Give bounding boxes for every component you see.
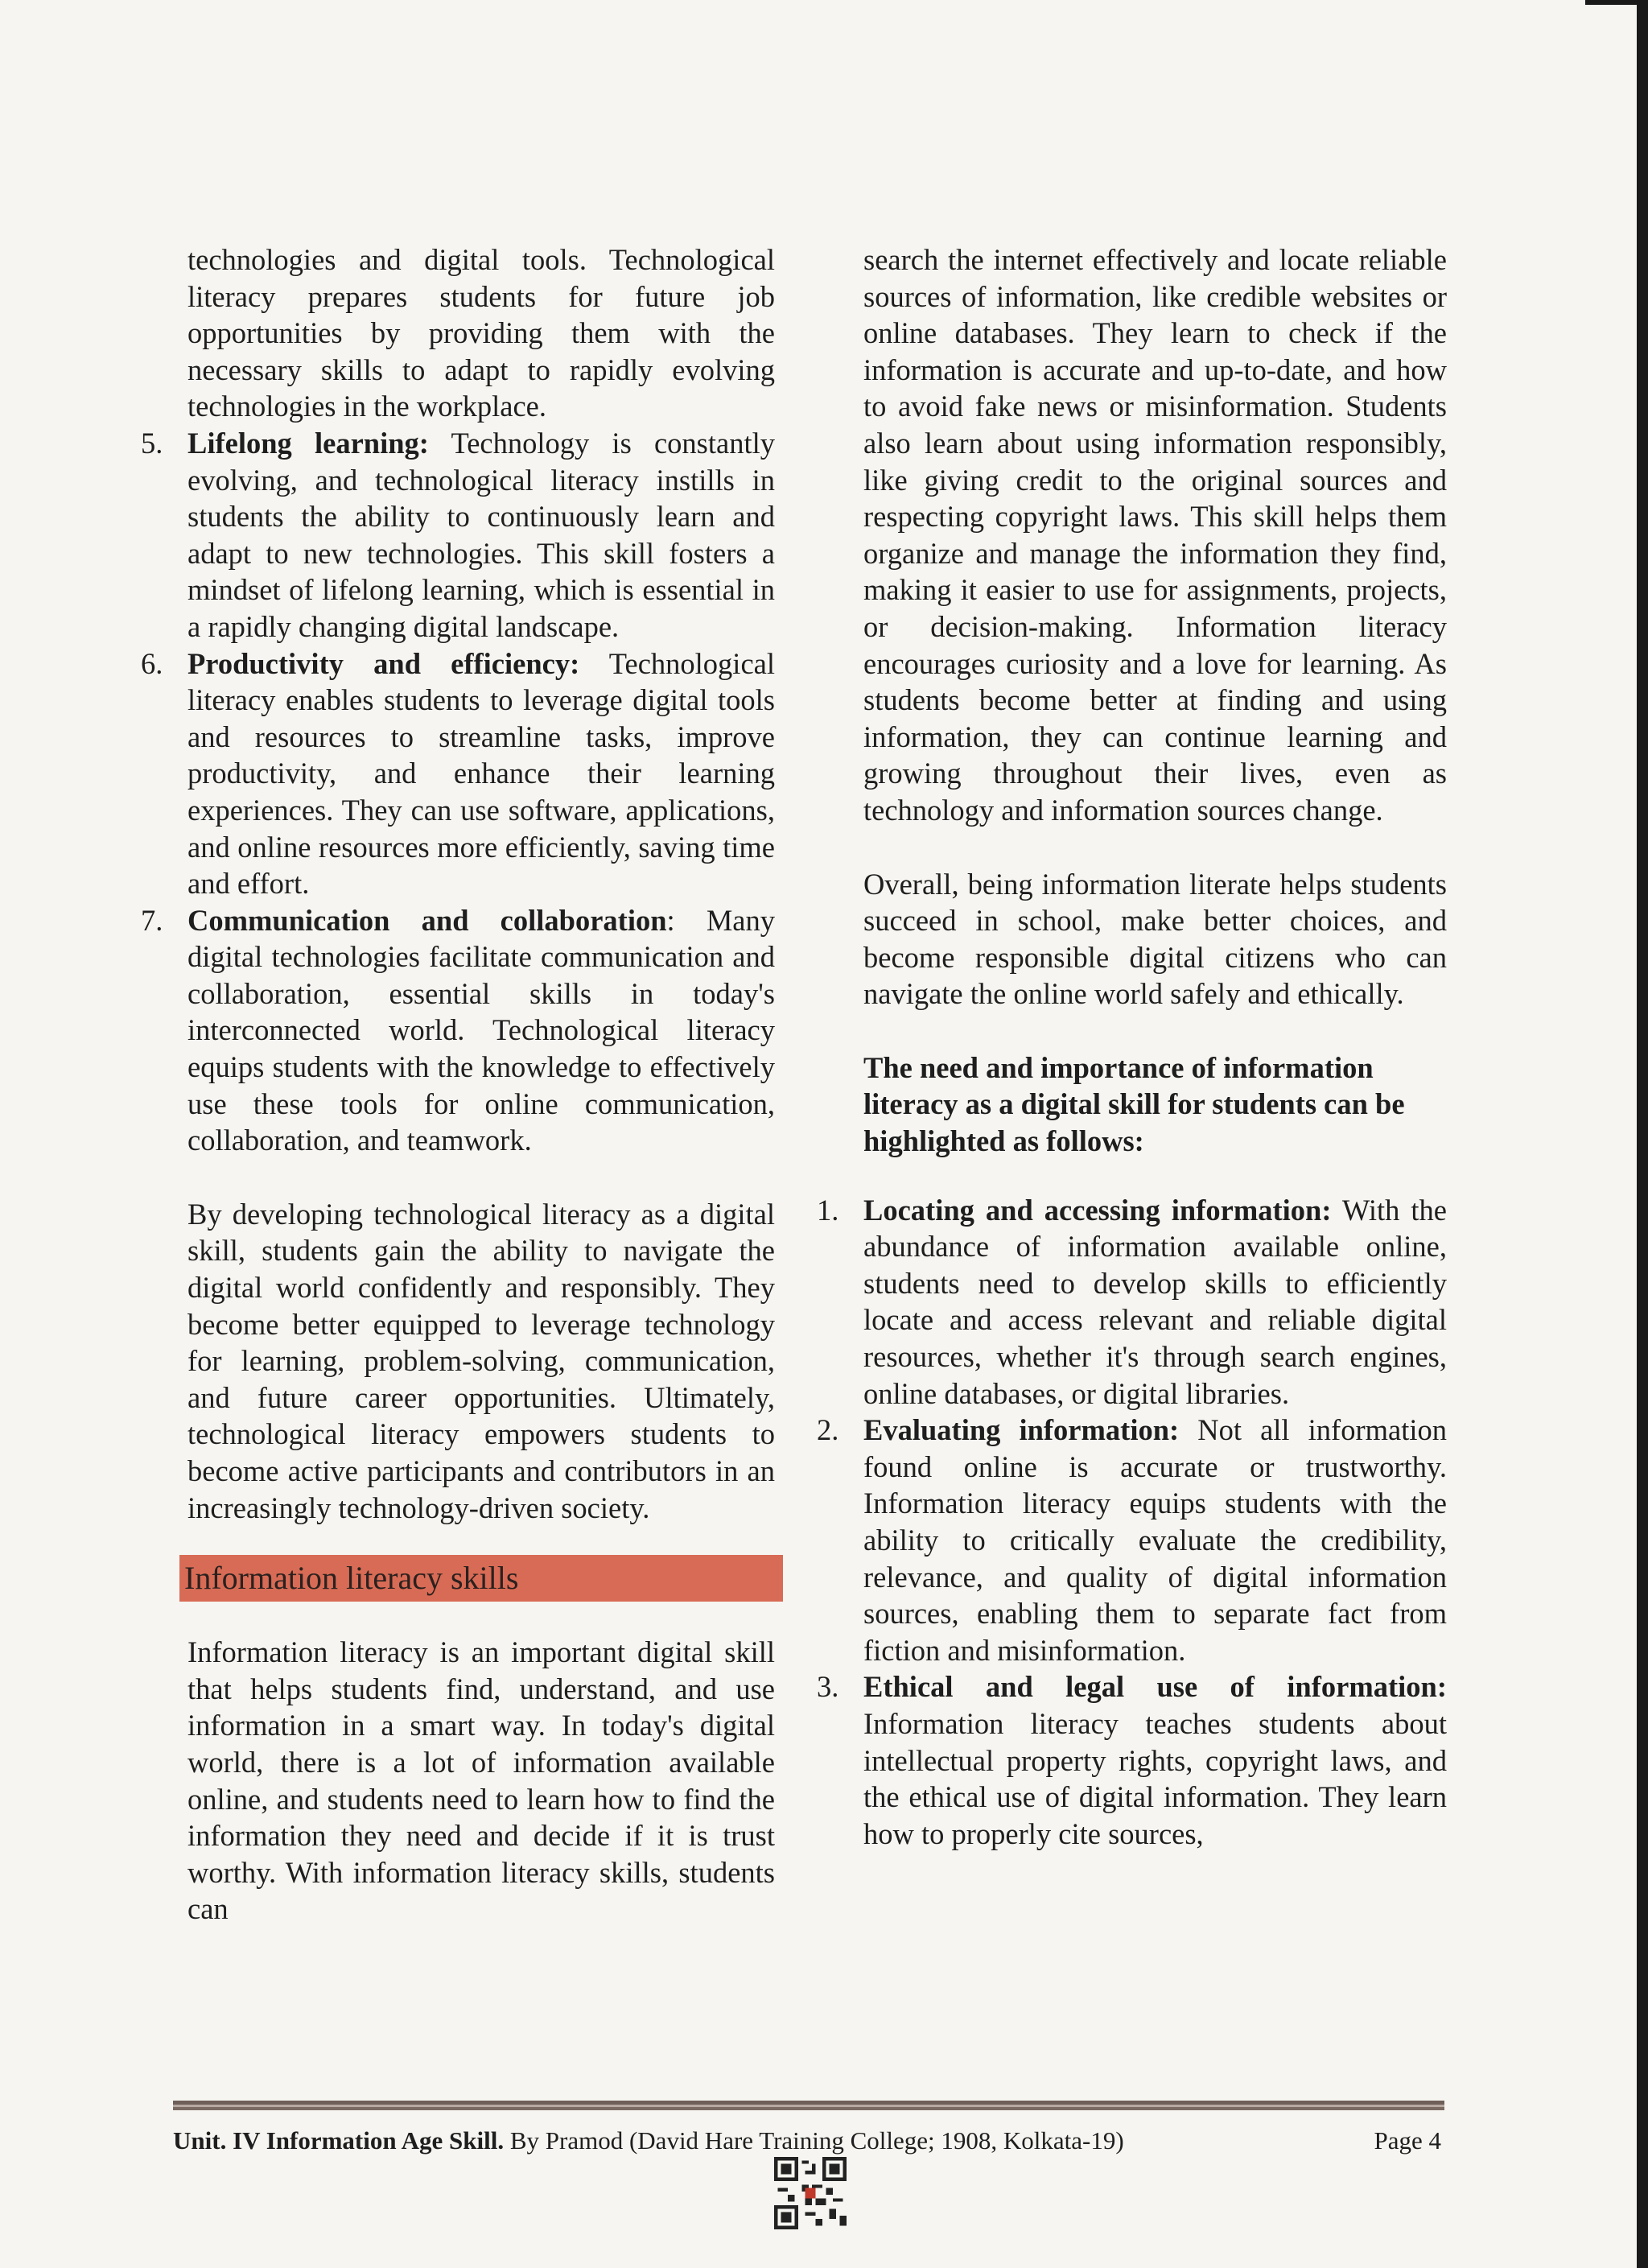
list-number: 5.: [141, 426, 163, 460]
right-column: [817, 241, 1447, 1852]
qr-code-icon: [774, 2157, 847, 2229]
list-item: [817, 1668, 1447, 1852]
list-text: : Many digital technologies facilitate communication and collaboration, essential skills in today's interconnected world. Technological literacy equips students with the knowledge to effectively use these tools for online communication, collaboration, and teamwork.: [187, 903, 775, 1157]
list-item: [817, 1412, 1447, 1668]
list-term: Lifelong learning:: [187, 426, 429, 460]
summary-paragraph: By developing technological literacy as a digital skill, students gain the ability to navigate the digital world confidently and responsibly. They become better equipped to leverage technology for learning, problem-solving, communication, and future career opportunities. Ultimately, technological literacy empowers students to become active participants and contributors in an increasingly technology-driven society.: [187, 1197, 775, 1524]
right-continuation: search the internet effectively and locate reliable sources of information, like credible websites or online databases. They learn to check if the information is accurate and up-to-date, and how to avoid fake news or misinformation. Students also learn about using information responsibly, like giving credit to the original sources and respecting copyright laws. This skill helps them organize and manage the information they find, making it easier to use for assignments, projects, or decision-making. Information literacy encourages curiosity and a love for learning. As students become better at finding and using information, they can continue learning and growing throughout their lives, even as technology and information sources change.: [863, 243, 1447, 827]
list-number: 6.: [141, 646, 163, 680]
list-item: [141, 645, 775, 902]
list-term: Productivity and efficiency:: [187, 646, 580, 680]
list-item: [141, 902, 775, 1159]
list-number: 7.: [141, 903, 163, 937]
list-term: Evaluating information:: [863, 1413, 1180, 1447]
footer-divider: [173, 2101, 1444, 2110]
list-item: [817, 1192, 1447, 1412]
list-text: Information literacy teaches students about intellectual property rights, copyright laws, and the ethical use of digital information. They learn how to properly cite sources,: [863, 1706, 1447, 1850]
list-text: Technology is constantly evolving, and technological literacy instills in students the ability to continuously learn and adapt to new technologies. This skill fosters a mindset of lifelong learning, which is essential in a rapidly changing digital landscape.: [187, 426, 775, 643]
list-term: Locating and accessing information:: [863, 1193, 1332, 1227]
left-numbered-list: [141, 425, 775, 1159]
footer-unit: Unit. IV Information Age Skill.: [173, 2126, 505, 2155]
intro-continuation: technologies and digital tools. Technological literacy prepares students for future job opportunities by providing them with the necessary skills to adapt to rapidly evolving technologies in the workplace.: [187, 243, 775, 423]
list-term: Ethical and legal use of information:: [863, 1670, 1447, 1704]
list-number: 2.: [817, 1413, 839, 1447]
page-number: Page 4: [1374, 2126, 1441, 2155]
left-column: [141, 241, 775, 1928]
list-term: Communication and collaboration: [187, 903, 667, 937]
list-text: With the abundance of information available online, students need to develop skills to efficiently locate and access relevant and reliable digital resources, whether it's through search engines, online databases, or digital libraries.: [863, 1193, 1447, 1410]
section-title: Information literacy skills: [179, 1555, 783, 1602]
scan-edge-shadow: [1585, 0, 1648, 5]
scan-edge-shadow: [1637, 0, 1648, 2268]
footer-author: By Pramod (David Hare Training College; 1908, Kolkata-19): [504, 2126, 1124, 2155]
overall-paragraph: Overall, being information literate helps students succeed in school, make better choices, and become responsible digital citizens who can navigate the online world safely and ethically.: [863, 867, 1447, 1011]
list-text: Technological literacy enables students to leverage digital tools and resources to streamline tasks, improve productivity, and enhance their learning experiences. They can use software, applications, and online resources more efficiently, saving time and effort.: [187, 646, 775, 901]
list-number: 3.: [817, 1670, 839, 1704]
list-number: 1.: [817, 1193, 839, 1227]
section-heading: The need and importance of information literacy as a digital skill for students can be highlighted as follows:: [863, 1050, 1405, 1158]
right-numbered-list: [817, 1192, 1447, 1853]
list-text: Not all information found online is accurate or trustworthy. Information literacy equips students with the ability to critically evaluate the credibility, relevance, and quality of digital information sources, enabling them to separate fact from fiction and misinformation.: [863, 1413, 1447, 1667]
list-item: [141, 425, 775, 645]
footer-credit: [173, 2125, 1124, 2157]
section-intro: Information literacy is an important digital skill that helps students find, understand, and use information in a smart way. In today's digital world, there is a lot of information available online, and students need to learn how to find the information they need and decide if it is trust worthy. With information literacy skills, students can: [187, 1635, 775, 1926]
